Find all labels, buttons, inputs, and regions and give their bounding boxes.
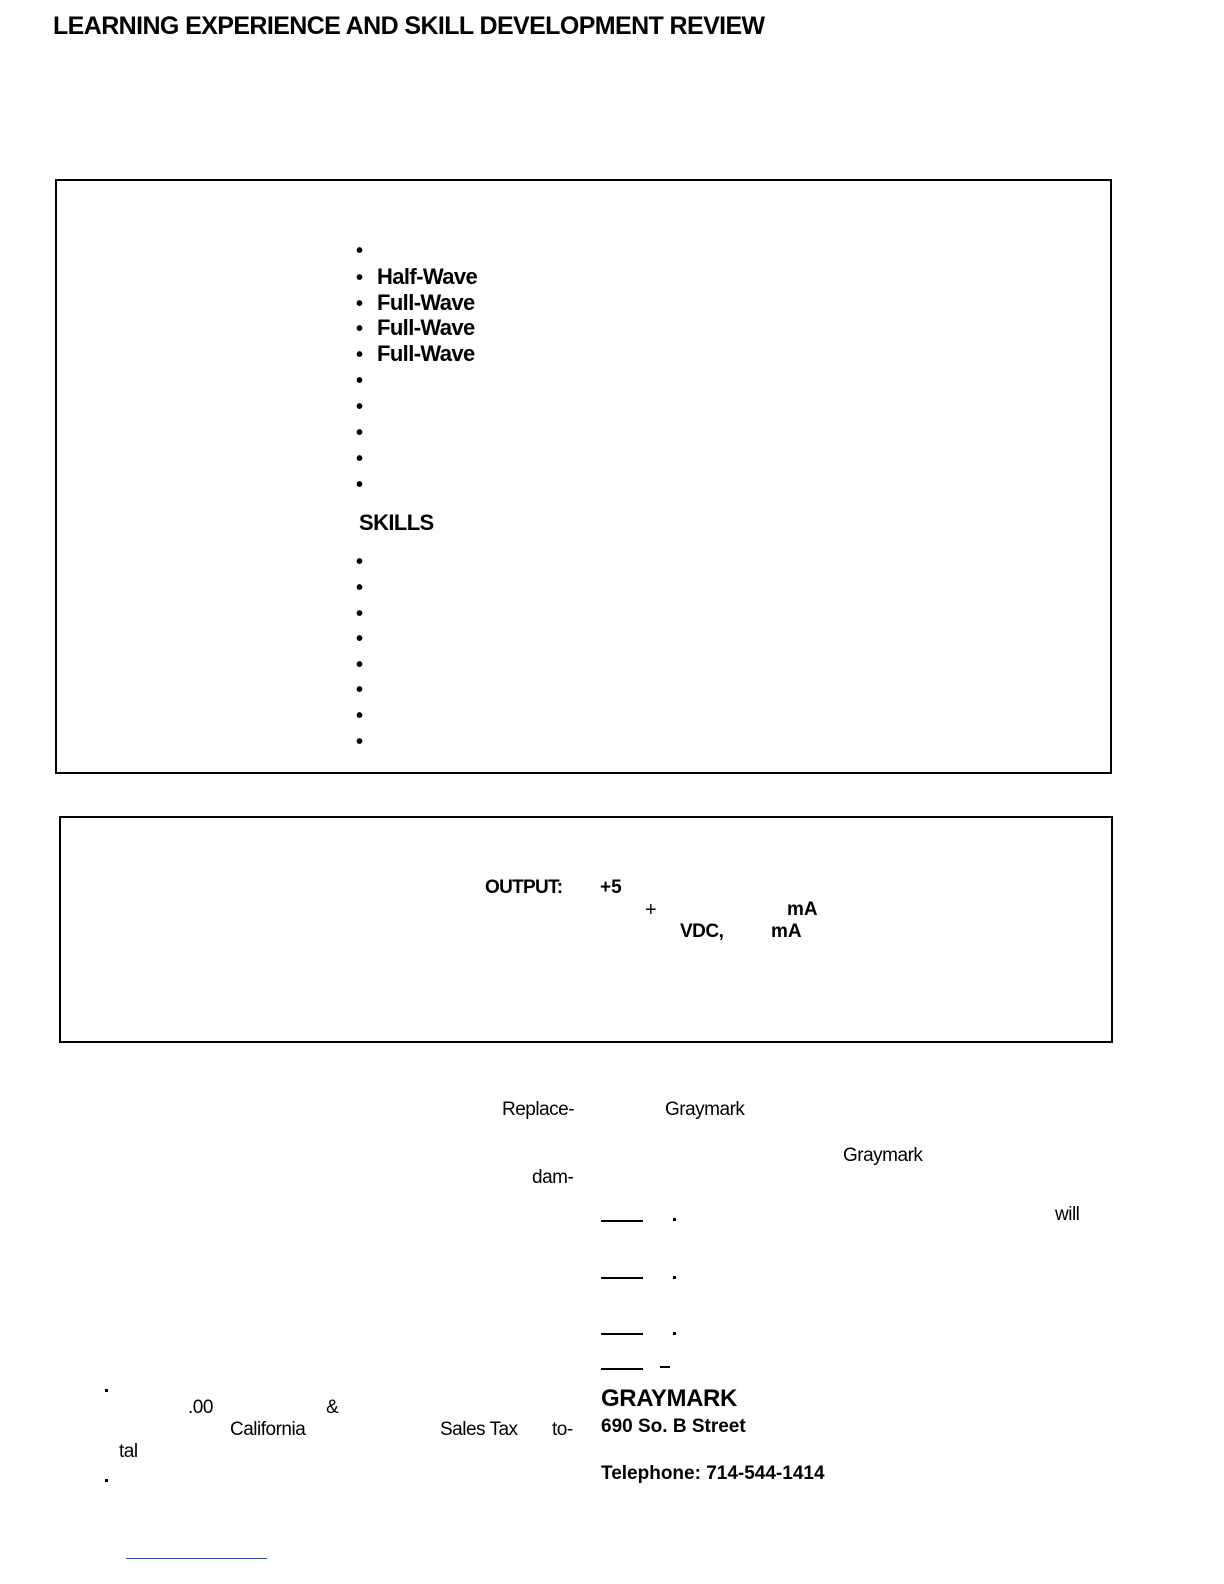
experience-bullet: • (356, 344, 364, 366)
california-text: California (230, 1419, 306, 1440)
skill-bullet: • (356, 731, 364, 753)
blank-line-fragment (660, 1366, 670, 1368)
dot-mark (105, 1389, 108, 1392)
total-text-part: to- (552, 1419, 573, 1440)
experience-bullet: • (356, 474, 364, 496)
experience-bullet: • (356, 267, 364, 289)
blank-line (601, 1368, 643, 1370)
company-name: GRAYMARK (601, 1385, 737, 1412)
specifications-box (59, 816, 1113, 1043)
experience-bullet: • (356, 396, 364, 418)
output-plus-five: +5 (600, 877, 622, 898)
dot-mark (673, 1332, 676, 1335)
experience-bullet: • (356, 318, 364, 340)
experience-item: Full-Wave (377, 341, 475, 366)
underline-rule (126, 1558, 267, 1559)
sales-tax-text: Sales Tax (440, 1419, 518, 1440)
experience-bullet: • (356, 240, 364, 262)
will-text: will (1055, 1204, 1080, 1225)
skill-bullet: • (356, 628, 364, 650)
blank-line (601, 1220, 643, 1222)
damage-text: dam- (532, 1167, 574, 1188)
experience-item: Half-Wave (377, 264, 478, 289)
company-address: 690 So. B Street (601, 1416, 746, 1437)
replace-text: Replace- (502, 1099, 575, 1120)
experience-bullet: • (356, 448, 364, 470)
amount-cents: .00 (188, 1397, 213, 1418)
skill-bullet: • (356, 551, 364, 573)
experience-item: Full-Wave (377, 315, 475, 340)
experience-bullet: • (356, 293, 364, 315)
dot-mark (105, 1479, 108, 1482)
experience-bullet: • (356, 422, 364, 444)
skill-bullet: • (356, 577, 364, 599)
dot-mark (673, 1276, 676, 1279)
skill-bullet: • (356, 705, 364, 727)
output-vdc: VDC, (680, 921, 724, 942)
output-ma-2: mA (771, 921, 802, 942)
company-telephone: Telephone: 714-544-1414 (601, 1463, 825, 1484)
graymark-text: Graymark (843, 1145, 923, 1166)
skills-heading: SKILLS (359, 510, 434, 535)
experience-item: Full-Wave (377, 290, 475, 315)
output-ma-1: mA (787, 899, 818, 920)
page-title: LEARNING EXPERIENCE AND SKILL DEVELOPMENT REVIEW (53, 12, 765, 40)
blank-line (601, 1333, 643, 1335)
output-plus-sign: + (645, 899, 657, 921)
dot-mark (673, 1218, 676, 1221)
learning-experiences-box (55, 179, 1112, 774)
skill-bullet: • (356, 654, 364, 676)
graymark-text: Graymark (665, 1099, 745, 1120)
ampersand: & (326, 1397, 339, 1418)
skill-bullet: • (356, 603, 364, 625)
skill-bullet: • (356, 679, 364, 701)
experience-bullet: • (356, 370, 364, 392)
output-label: OUTPUT: (485, 877, 563, 898)
blank-line (601, 1277, 643, 1279)
total-text-part: tal (119, 1441, 138, 1462)
